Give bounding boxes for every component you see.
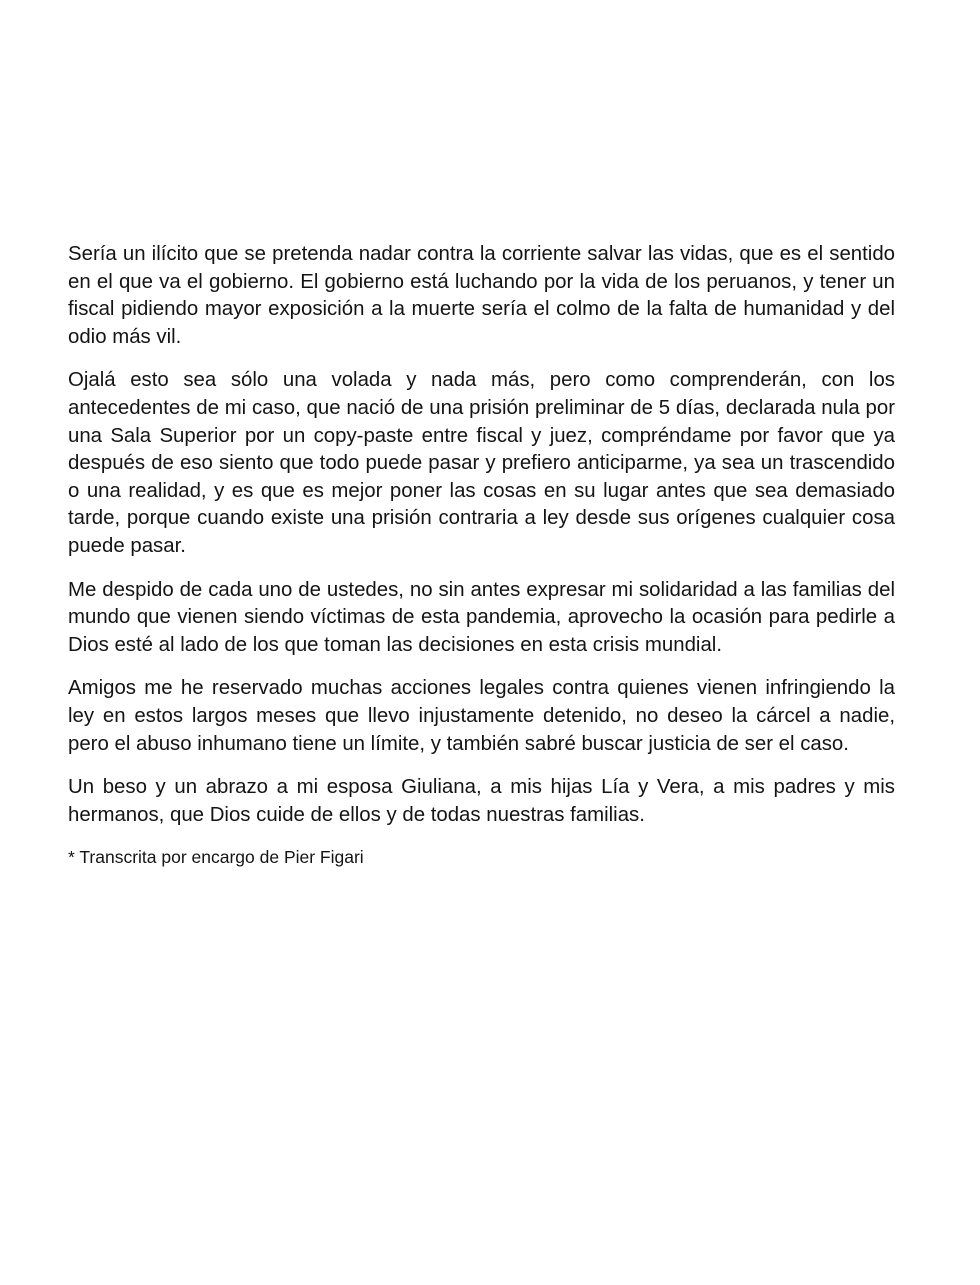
- paragraph-3: Me despido de cada uno de ustedes, no sin antes expresar mi solidaridad a las familias del mundo que vienen siendo víctimas de esta pandemia, aprovecho la ocasión para pedirle a Dios esté al lado de los que toman las decisiones en esta crisis mundial.: [68, 578, 895, 656]
- transcription-footnote: * Transcrita por encargo de Pier Figari: [68, 847, 364, 868]
- paragraph-2: Ojalá esto sea sólo una volada y nada más, pero como comprenderán, con los antecedentes de mi caso, que nació de una prisión preliminar de 5 días, declarada nula por una Sala Superior por un copy-paste entre fiscal y juez, compréndame por favor que ya después de eso siento que todo puede pasar y prefiero anticiparme, ya sea un trascendido o una realidad, y es que es mejor poner las cosas en su lugar antes que sea demasiado tarde, porque cuando existe una prisión contraria a ley desde sus orígenes cualquier cosa puede pasar.: [68, 369, 895, 557]
- paragraph-5: Un beso y un abrazo a mi esposa Giuliana, a mis hijas Lía y Vera, a mis padres y mis hermanos, que Dios cuide de ellos y de todas nuestras familias.: [68, 776, 895, 826]
- paragraph-1: Sería un ilícito que se pretenda nadar contra la corriente salvar las vidas, que es el sentido en el que va el gobierno. El gobierno está luchando por la vida de los peruanos, y tener un fiscal pidiendo mayor exposición a la muerte sería el colmo de la falta de humanidad y del odio más vil.: [68, 243, 895, 348]
- paragraph-4: Amigos me he reservado muchas acciones legales contra quienes vienen infringiendo la ley en estos largos meses que llevo injustamente detenido, no deseo la cárcel a nadie, pero el abuso inhumano tiene un límite, y también sabré buscar justicia de ser el caso.: [68, 677, 895, 755]
- letter-body: [68, 241, 895, 869]
